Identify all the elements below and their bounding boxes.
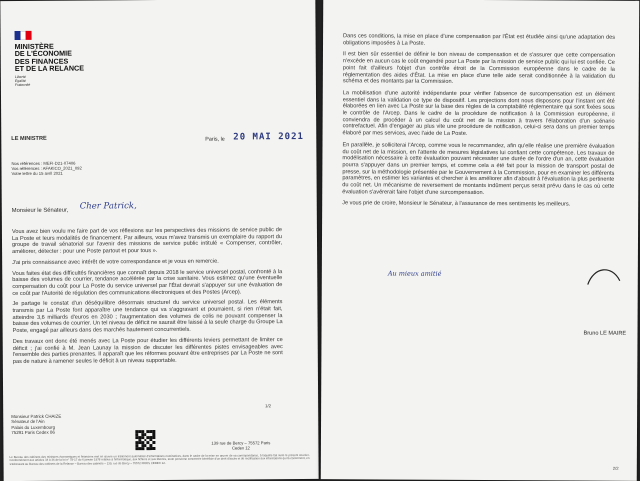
recipient-line: Monsieur Patrick CHAIZE <box>11 413 62 420</box>
marianne-logo <box>15 31 32 40</box>
paragraph: Des travaux ont donc été menés avec La Poste pour étudier les différents leviers permettant de limiter ce déficit ; j'ai confié à M. Jean Launay la mission de discuter les différentes pistes envisageables avec l'ensemble des parties prenantes. Il apparaît que les réformes pouvant être entreprises par La Poste ne sont pas de nature à ramener seules le déficit à un niveau supportable. <box>12 336 283 365</box>
address-line: 139 rue de Bercy – 75572 Paris <box>211 440 271 446</box>
letter-body-page-2 <box>342 33 615 209</box>
paragraph: Dans ces conditions, la mise en place d'une compensation par l'État est étudiée ainsi qu'une adaptation des obligations imposées à La Poste. <box>343 33 616 47</box>
salutation: Monsieur le Sénateur, <box>11 207 69 215</box>
handwritten-salutation: Cher Patrick, <box>79 201 137 212</box>
paragraph: Vous avez bien voulu me faire part de vos réflexions sur les perspectives des missions de service public de La Poste et leurs modalités de financement. Par ailleurs, vous m'avez transmis un exemplaire du rapport du groupe de travail sénatorial sur l'avenir des missions de service public intitulé « Compenser, contrôler, améliorer, détecter : pour une Poste partout et pour tous ». <box>11 227 283 256</box>
recipient-line: Palais du Luxembourg <box>11 424 56 430</box>
ministry-address <box>211 440 270 451</box>
republic-motto <box>15 75 30 88</box>
closing-paragraph: Je vous prie de croire, Monsieur le Sénateur, à l'assurance de mes sentiments les meilleurs. <box>342 200 571 208</box>
motto-line: Liberté <box>14 74 26 80</box>
letter-body-page-1 <box>12 227 283 366</box>
reference-line: Votre lettre du 15 avril 2021 <box>11 171 63 177</box>
signature-icon <box>584 265 624 289</box>
reference-line: Nos références : MEFI-D21-07406 <box>11 160 76 167</box>
ministry-name <box>15 43 84 73</box>
page-number: 1/2 <box>265 403 272 409</box>
ministry-line: DE L'ÉCONOMIE <box>14 49 72 59</box>
paragraph: J'ai pris connaissance avec intérêt de votre correspondance et je vous en remercie. <box>12 258 219 266</box>
page-number: 2/2 <box>612 465 619 471</box>
paragraph: Il est bien sûr essentiel de définir le bon niveau de compensation et de s'assurer que cette compensation n'excède en aucun cas le coût engendré pour La Poste par la mission de service public qui lui est confiée. Ce point fait d'ailleurs l'objet d'un contrôle étroit de la Commission européenne dans le cadre de la réglementation des aides d'État. La mise en place d'une telle aide serait conditionnée à la validation du schéma et des montants par la Commission. <box>342 51 615 86</box>
address-line: Cedex 12 <box>231 445 250 451</box>
recipient-line: Sénateur de l'Ain <box>11 419 45 425</box>
french-flag-icon <box>15 31 32 40</box>
date-place: Paris, le <box>205 136 225 143</box>
motto-line: Égalité <box>14 79 26 84</box>
letter-page-2 <box>321 0 640 481</box>
privacy-footer-note: Le Bureau des cabinets des ministres économiques et financiers met en œuvre un traitement automatisé d'informations nominatives, dans le cadre de la mise en œuvre de sa correspondance, à laquelle fait suite le présent courrier. Conformément aux articles 34 à 36 de la loi n° 78-17 du 6 janvier 1978 relative à l'informatique, aux fichiers et aux libertés, toute personne concernée bénéficie d'un droit d'accès et de rectification aux informations qui la concernent, en s'adressant au Bureau des cabinets de la Relance – Bureau des cabinets – 139, rue de Bercy – 75572 PARIS CEDEX 12. <box>9 452 310 466</box>
paragraph: Je partage le constat d'un déséquilibre désormais structurel du service universel postal. Les éléments transmis par La Poste font apparaître une tendance qui va s'aggravant et pourraient, si rien n'était fait, atteindre 3,6 milliards d'euros en 2030 ; l'augmentation des volumes de colis ne pouvant compenser la baisse des volumes de courrier. Un tel niveau de déficit ne saurait être laissé à la seule charge du Groupe La Poste, engagé par ailleurs dans des marchés hautement concurrentiels. <box>12 299 283 335</box>
paragraph: Vous faites état des difficultés financières que connaît depuis 2018 le service universel postal, confronté à la baisse des volumes de courrier, tendance accélérée par la crise sanitaire. Vous estimez qu'une éventuelle compensation du coût pour La Poste du service universel par l'État devrait s'appuyer sur une évaluation de ce coût par l'Autorité de régulation des communications électroniques et des Postes (Arcep). <box>12 268 283 297</box>
minister-label: LE MINISTRE <box>11 135 47 143</box>
recipient-block <box>11 414 61 436</box>
handwritten-closing: Au mieux amitié <box>387 269 442 278</box>
recipient-line: 75291 Paris Cedex 06 <box>11 429 55 436</box>
references <box>11 161 81 177</box>
ministry-line: DES FINANCES <box>14 56 69 66</box>
letter-page-1 <box>0 0 318 481</box>
ministry-line: MINISTÈRE <box>14 41 54 52</box>
reference-line: Vos références : AFAKICO_2021_092 <box>11 165 82 172</box>
motto-line: Fraternité <box>14 83 31 88</box>
date-stamp: 20 MAI 2021 <box>233 131 304 143</box>
ministry-line: ET DE LA RELANCE <box>14 63 85 74</box>
paragraph: En parallèle, je solliciterai l'Arcep, comme vous le recommandez, afin qu'elle réalise une première évaluation du coût net de la mission, en l'attente de mesures législatives lui confiant cette compétence. Les travaux de modélisation nécessaire à cette évaluation pouvant nécessiter une durée de l'ordre d'un an, cette évaluation pourra s'appuyer dans un premier temps, et comme cela a été fait pour la mission de transport postal de presse, sur la méthodologie présentée par le Gouvernement à la Commission, pour en examiner les différents paramètres, en estimer les variantes et chercher à les améliorer afin d'aboutir à l'évaluation la plus pertinente du coût net. Un mécanisme de reversement de montants indûment perçus serait prévu dans le cas où cette évaluation s'avérerait faire l'objet d'une surcompensation. <box>342 142 615 196</box>
qr-code-icon <box>135 430 155 450</box>
signatory-name: Bruno LE MAIRE <box>583 330 627 337</box>
paragraph: La mobilisation d'une autorité indépendante pour vérifier l'absence de surcompensation est un élément essentiel dans la validation ce type de dispositif. Les projections dont nous disposons pour l'instant ont été élaborées en lien avec La Poste sur la base des règles de la comptabilité réglementaire qui sont fixées sous le contrôle de l'Arcep. Dans le cadre de la procédure de notification à la Commission européenne, il conviendra de procéder à un calcul du coût net de la mission à travers l'élaboration d'un scénario contrefactuel. Afin d'engager au plus vite une procédure de notification, celui-ci sera dans un premier temps élaboré par mes services, avec l'aide de La Poste. <box>342 90 615 138</box>
